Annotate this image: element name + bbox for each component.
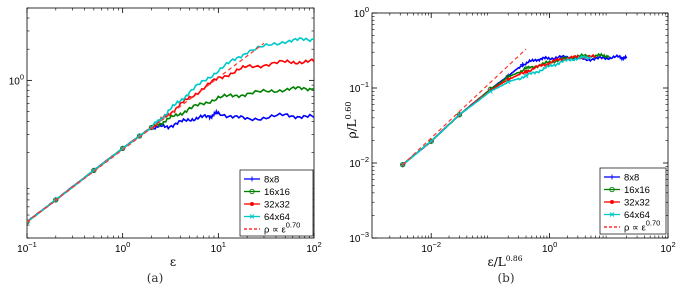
legend-marker	[250, 202, 254, 206]
y-tick-label: $10^0$	[353, 5, 369, 20]
legend-label: 16x16	[624, 185, 650, 196]
legend-label: 32x32	[624, 197, 650, 209]
series-group	[400, 49, 626, 167]
x-tick-label: $10^1$	[210, 240, 226, 255]
x-tick-label: $10^{-1}$	[17, 240, 37, 255]
power-law-fit-line	[27, 43, 264, 222]
y-axis-label: $\rho/L^{0.60}$	[344, 101, 359, 139]
power-law-fit-line	[403, 49, 526, 165]
x-tick-label: $10^2$	[660, 240, 676, 255]
legend-label: 64x64	[264, 212, 290, 223]
x-tick-label: $10^0$	[541, 240, 558, 255]
x-tick-label: $10^0$	[115, 240, 131, 255]
series-marker	[524, 70, 528, 74]
legend-label: 16x16	[264, 187, 290, 198]
y-tick-label: $10^{-3}$	[349, 230, 369, 245]
legend-label: 64x64	[624, 210, 650, 221]
series-line-1	[403, 54, 609, 165]
series-line-0	[403, 55, 627, 164]
y-tick-label: $10^{-1}$	[349, 80, 369, 95]
legend-label: 8x8	[264, 174, 280, 186]
y-tick-label: $10^{-2}$	[349, 155, 369, 170]
x-axis-label: $\varepsilon/L^{0.86}$	[487, 254, 523, 269]
x-tick-label: $10^{-2}$	[421, 240, 442, 255]
x-tick-label: $10^2$	[306, 240, 322, 255]
legend-marker	[610, 200, 614, 204]
legend-label: $\rho \propto \varepsilon^{0.70}$	[624, 218, 661, 234]
legend-label: 32x32	[264, 199, 290, 211]
series-line-3	[403, 56, 591, 164]
panel-a-chart	[9, 8, 322, 285]
panel-caption: (a)	[146, 271, 164, 285]
x-axis-label: ε	[169, 255, 177, 269]
series-line-2	[403, 55, 596, 165]
y-tick-label: $10^0$	[8, 72, 24, 88]
legend-label: 8x8	[624, 172, 640, 184]
panel-b-chart	[344, 5, 676, 285]
panel-caption: (b)	[497, 271, 515, 285]
legend-label: $\rho \propto \varepsilon^{0.70}$	[264, 220, 301, 236]
